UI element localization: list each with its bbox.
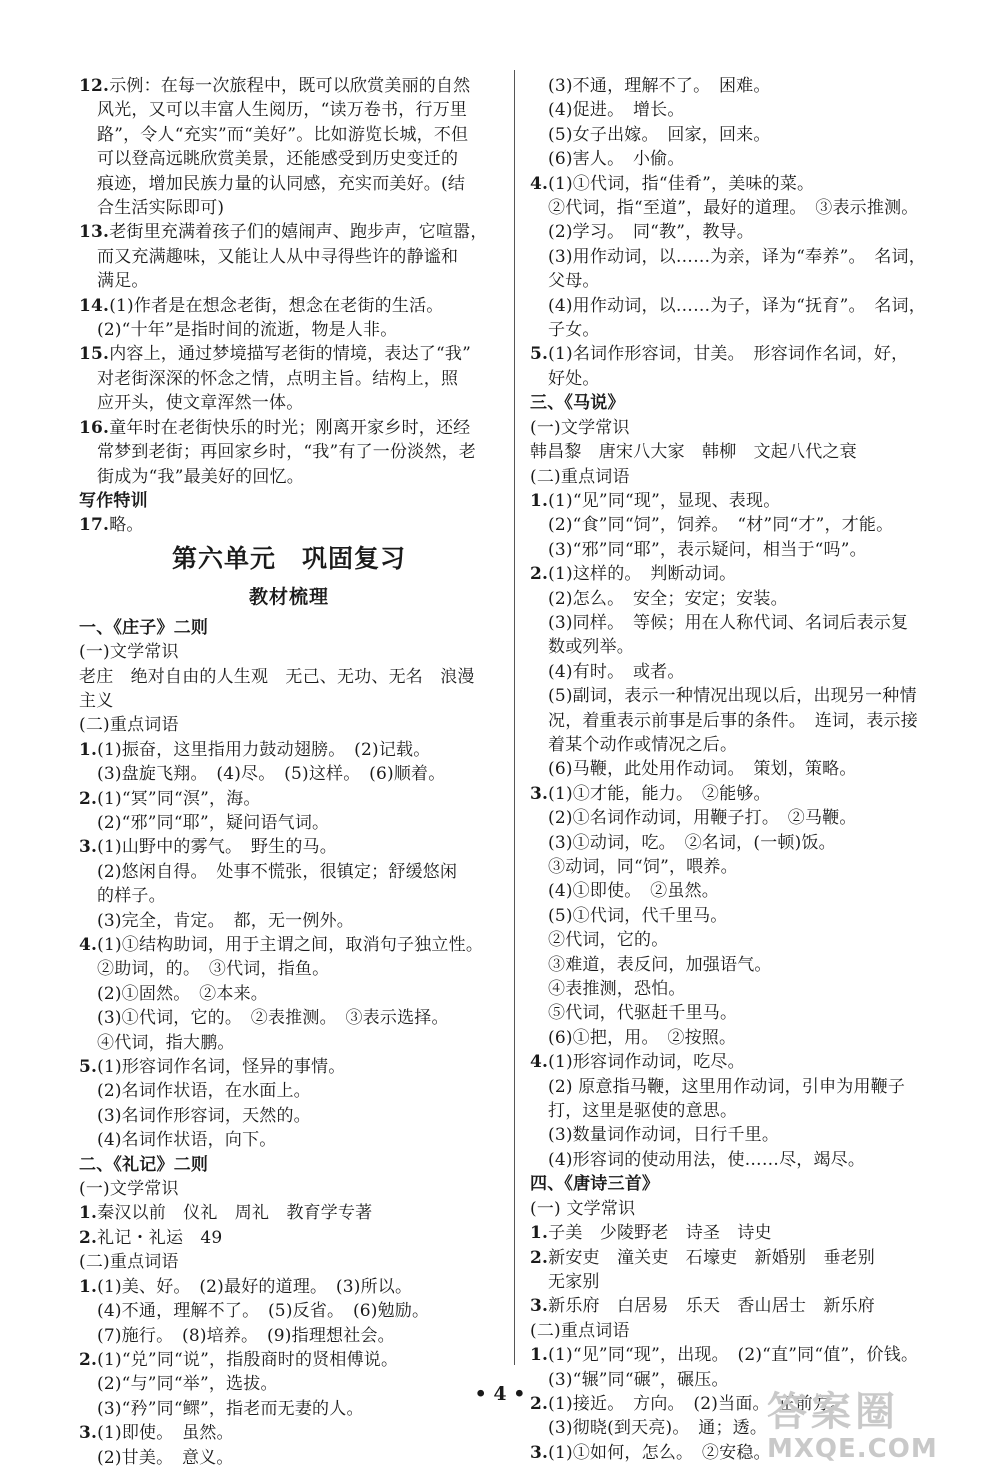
section-heading: 一、《庄子》二则: [79, 617, 209, 638]
answer-line: [79, 220, 499, 244]
watermark-text: 答案圈: [767, 1389, 899, 1435]
item-number: 16.: [79, 417, 110, 438]
section-title: 教材梳理: [248, 585, 329, 608]
answer-text: 内容上，通过梦境描写老街的情境，表达了“我”: [109, 344, 471, 365]
answer-line: 主义: [79, 690, 114, 711]
answer-line: (2)名词作状语，在水面上。: [97, 1081, 311, 1102]
answer-line: 风光，又可以丰富人生阅历，“读万卷书，行万里: [97, 100, 468, 121]
column-divider: [514, 70, 515, 1365]
answer-text: (1)①代词，指“佳肴”，美味的菜。: [548, 173, 815, 194]
answer-text: 新乐府 白居易 乐天 香山居士 新乐府: [548, 1296, 875, 1317]
answer-text: 老街里充满着孩子们的嬉闹声、跑步声，它喧嚣，: [109, 222, 488, 243]
answer-text: 新安吏 潼关吏 石壕吏 新婚别 垂老别: [548, 1247, 875, 1268]
item-number: 5.: [530, 344, 549, 365]
answer-line: ③难道，表反问，加强语气。: [548, 954, 772, 975]
answer-line: [79, 1226, 499, 1250]
answer-line: (2)学习。 同“教”，教导。: [548, 222, 754, 243]
answer-line: (2)甘美。 意义。: [97, 1447, 234, 1468]
answer-line: 而又充满趣味，又能让人从中寻得些许的静谧和: [97, 246, 459, 267]
answer-line: (2)“邪”同“耶”，疑问语气词。: [97, 812, 330, 833]
answer-line: (6)①把，用。 ②按照。: [548, 1027, 737, 1048]
answer-line: [79, 1421, 499, 1445]
answer-text: (1)接近。 方向。 (2)当面。 正前方。: [548, 1393, 848, 1414]
answer-text: (1)①才能，能力。 ②能够。: [548, 783, 771, 804]
answer-text: (1)山野中的雾气。 野生的马。: [97, 837, 337, 858]
answer-line: (4)有时。 或者。: [548, 661, 685, 682]
answer-line: (3)彻晓(到天亮)。 通；透。: [548, 1418, 768, 1439]
answer-text: (1)美、好。 (2)最好的道理。 (3)所以。: [97, 1276, 413, 1297]
item-number: 14.: [79, 295, 110, 316]
answer-line: (3)“邪”同“耶”，表示疑问，相当于“吗”。: [548, 539, 867, 560]
answer-line: [79, 835, 499, 859]
answer-line: (3)用作动词，以……为亲，译为“奉养”。 名词，: [548, 246, 926, 267]
answer-line: (4)不通，理解不了。 (5)反省。 (6)勉励。: [97, 1301, 430, 1322]
answer-line: (7)施行。 (8)培养。 (9)指理想社会。: [97, 1325, 395, 1346]
answer-text: 子美 少陵野老 诗圣 诗史: [548, 1223, 772, 1244]
answer-line: [530, 1294, 970, 1318]
item-number: 2.: [530, 1393, 549, 1414]
answer-line: [530, 562, 970, 586]
answer-line: [79, 1275, 499, 1299]
answer-line: (6)马鞭，此处用作动词。 策划，策略。: [548, 759, 857, 780]
section-heading: 写作特训: [79, 490, 148, 511]
answer-line: (4)形容词的使动用法，使……尽，竭尽。: [548, 1149, 866, 1170]
answer-line: (4)用作动词，以……为子，译为“抚育”。 名词，: [548, 295, 926, 316]
item-number: 5.: [79, 1057, 98, 1078]
item-number: 2.: [79, 1349, 98, 1370]
answer-line: (一) 文学常识: [530, 1198, 636, 1219]
item-number: 15.: [79, 344, 110, 365]
answer-line: (二)重点词语: [79, 715, 179, 736]
answer-line: [530, 1221, 970, 1245]
answer-line: (2)怎么。 安全；安定；安装。: [548, 588, 788, 609]
answer-text: (1)振奋，这里指用力鼓动翅膀。 (2)记载。: [97, 739, 431, 760]
answer-text: (1)即使。 虽然。: [97, 1423, 234, 1444]
answer-line: (2)“食”同“饲”，饲养。 “材”同“才”，才能。: [548, 515, 894, 536]
watermark-url: MXQE.COM: [767, 1434, 938, 1464]
item-number: 3.: [530, 1296, 549, 1317]
answer-line: [530, 1246, 970, 1270]
answer-line: (3)①动词，吃。 ②名词，(一顿)饭。: [548, 832, 836, 853]
answer-line: (2)“与”同“举”，选拔。: [97, 1374, 278, 1395]
page-number: • 4 •: [474, 1383, 526, 1405]
item-number: 4.: [530, 173, 549, 194]
answer-line: 好处。: [548, 368, 600, 389]
left-column: [79, 74, 499, 1470]
answer-text: (1)这样的。 判断动词。: [548, 564, 737, 585]
answer-line: ③动词，同“饲”，喂养。: [548, 857, 738, 877]
answer-text: 童年时在老街快乐的时光；刚离开家乡时，还经: [109, 417, 471, 438]
unit-title: 第六单元 巩固复习: [171, 543, 406, 573]
answer-line: 老庄 绝对自由的人生观 无己、无功、无名 浪漫: [79, 666, 475, 687]
answer-line: (3)数量词作动词，日行千里。: [548, 1125, 780, 1146]
answer-line: (二)重点词语: [79, 1252, 179, 1273]
item-number: 2.: [79, 788, 98, 809]
answer-line: 满足。: [97, 271, 149, 292]
answer-line: [79, 342, 499, 366]
answer-line: (4)①即使。 ②虽然。: [548, 881, 719, 902]
item-number: 2.: [79, 1227, 98, 1248]
answer-line: 父母。: [548, 271, 600, 292]
item-number: 13.: [79, 222, 110, 243]
answer-line: ②助词，的。 ③代词，指鱼。: [97, 959, 330, 980]
answer-line: (一)文学常识: [79, 642, 179, 663]
item-number: 1.: [530, 490, 549, 511]
answer-line: 况，着重表示前事是后事的条件。 连词，表示接: [548, 710, 918, 731]
answer-line: ④表推测，恐怕。: [548, 979, 686, 1000]
item-number: 2.: [530, 564, 549, 585]
item-number: 2.: [530, 1247, 549, 1268]
answer-line: ④代词，指大鹏。: [97, 1032, 235, 1053]
answer-line: (2)悠闲自得。 处事不慌张，很镇定；舒缓悠闲: [97, 861, 458, 882]
answer-line: (3)“矜”同“鳏”，指老而无妻的人。: [97, 1398, 364, 1419]
answer-text: (1)①如何，怎么。 ②安稳。: [548, 1442, 771, 1463]
item-number: 1.: [79, 1203, 98, 1224]
answer-line: (二)重点词语: [530, 466, 630, 487]
answer-line: ②代词，指“至道”，最好的道理。 ③表示推测。: [548, 198, 919, 219]
answer-line: [530, 782, 970, 806]
item-number: 4.: [79, 935, 98, 955]
answer-line: 韩昌黎 唐宋八大家 韩柳 文起八代之衰: [530, 442, 857, 463]
answer-line: [79, 738, 499, 762]
item-number: 1.: [530, 1345, 549, 1366]
left-bottom-answers: [79, 616, 499, 1470]
answer-line: [79, 1201, 499, 1225]
answer-text: 示例：在每一次旅程中，既可以欣赏美丽的自然: [109, 76, 471, 96]
answer-line: ⑤代词，代驱赶千里马。: [548, 1003, 738, 1024]
answer-line: 常梦到老街；再回家乡时，“我”有了一份淡然，老: [97, 442, 476, 463]
answer-text: 秦汉以前 仪礼 周礼 教育学专著: [97, 1203, 373, 1224]
answer-line: 打，这里是驱使的意思。: [548, 1101, 738, 1122]
section-heading: 四、《唐诗三首》: [530, 1174, 660, 1195]
answer-line: [79, 513, 499, 537]
item-number: 1.: [530, 1223, 549, 1244]
answer-line: 街成为“我”最美好的回忆。: [97, 466, 304, 487]
answer-text: 礼记・礼运 49: [97, 1227, 223, 1248]
item-number: 3.: [79, 837, 98, 858]
answer-line: (4)名词作状语，向下。: [97, 1130, 277, 1151]
answer-line: 着某个动作或情况之后。: [548, 734, 738, 755]
answer-line: (一)文学常识: [530, 417, 630, 438]
item-number: 1.: [79, 1276, 98, 1297]
answer-line: (5)女子出嫁。 回家，回来。: [548, 124, 771, 145]
answer-text: (1)“见”同“现”，出现。 (2)“直”同“值”，价钱。: [548, 1345, 919, 1366]
item-number: 1.: [79, 739, 98, 760]
watermark-logo: [767, 1390, 982, 1470]
answer-line: [530, 489, 970, 513]
answer-line: [530, 1050, 970, 1074]
left-top-answers: [79, 74, 499, 538]
answer-text: (1)“见”同“现”，显现、表现。: [548, 490, 781, 511]
answer-line: (6)害人。 小偷。: [548, 149, 685, 170]
answer-line: 合生活实际即可): [97, 198, 225, 219]
answer-line: 可以登高远眺欣赏美景，还能感受到历史变迁的: [97, 149, 459, 170]
answer-line: [79, 1348, 499, 1372]
answer-line: [79, 1055, 499, 1079]
answer-line: (2) 原意指马鞭，这里用作动词，引申为用鞭子: [548, 1076, 906, 1097]
answer-line: (3)名词作形容词，天然的。: [97, 1105, 311, 1126]
answer-line: (2)①固然。 ②本来。: [97, 983, 268, 1004]
answer-line: (3)①代词，它的。 ②表推测。 ③表示选择。: [97, 1008, 449, 1029]
answer-line: [530, 1343, 970, 1367]
answer-line: (一)文学常识: [79, 1179, 179, 1200]
answer-text: (1)①结构助词，用于主谓之间，取消句子独立性。: [97, 935, 484, 955]
answer-line: (3)同样。 等候；用在人称代词、名词后表示复: [548, 612, 909, 633]
answer-line: 应开头，使文章浑然一体。: [97, 393, 304, 414]
item-number: 3.: [530, 1442, 549, 1463]
answer-line: 子女。: [548, 320, 600, 341]
answer-text: (1)“冥”同“溟”，海。: [97, 788, 261, 809]
answer-line: 痕迹，增加民族力量的认同感，充实而美好。(结: [97, 173, 466, 194]
answer-line: (3)盘旋飞翔。 (4)尽。 (5)这样。 (6)顺着。: [97, 764, 446, 785]
answer-text: (1)形容词作名词，怪异的事情。: [97, 1057, 346, 1078]
section-heading: 三、《马说》: [530, 393, 625, 414]
answer-line: (4)促进。 增长。: [548, 100, 685, 121]
answer-line: 对老街深深的怀念之情，点明主旨。结构上，照: [97, 368, 459, 389]
answer-line: 数或列举。: [548, 637, 634, 658]
item-number: 17.: [79, 515, 110, 536]
item-number: 4.: [530, 1052, 549, 1073]
answer-line: (3)不通，理解不了。 困难。: [548, 76, 771, 96]
answer-line: [79, 933, 499, 957]
answer-text: 略。: [109, 515, 144, 536]
answer-line: (2)①名词作动词，用鞭子打。 ②马鞭。: [548, 808, 857, 829]
answer-line: [79, 416, 499, 440]
answer-line: (3)完全，肯定。 都，无一例外。: [97, 910, 354, 931]
answer-line: (5)副词，表示一种情况出现以后，出现另一种情: [548, 686, 917, 707]
answer-text: (1)作者是在想念老街，想念在老街的生活。: [109, 295, 444, 316]
answer-text: (1)名词作形容词，甘美。 形容词作名词，好，: [548, 344, 909, 365]
item-number: 3.: [530, 783, 549, 804]
item-number: 3.: [79, 1423, 98, 1444]
answer-line: (5)①代词，代千里马。: [548, 905, 728, 926]
answer-line: (2)“十年”是指时间的流逝，物是人非。: [97, 320, 398, 341]
section-heading: 二、《礼记》二则: [79, 1154, 209, 1175]
answer-line: 路”，令人“充实”而“美好”。比如游览长城，不但: [97, 124, 469, 145]
answer-line: [79, 787, 499, 811]
answer-line: [530, 342, 970, 366]
answer-line: ②代词，它的。: [548, 930, 669, 951]
item-number: 12.: [79, 76, 110, 96]
answer-line: (二)重点词语: [530, 1320, 630, 1341]
right-column: [530, 74, 970, 1465]
answer-line: 的样子。: [97, 886, 166, 907]
answer-text: (1)“兑”同“说”，指殷商时的贤相傅说。: [97, 1349, 399, 1370]
answer-line: [79, 294, 499, 318]
answer-line: [530, 172, 970, 196]
answer-text: (1)形容词作动词，吃尽。: [548, 1052, 745, 1073]
answer-line: [79, 74, 499, 98]
answer-line: (3)“辗”同“碾”，碾压。: [548, 1369, 729, 1390]
answer-line: 无家别: [548, 1271, 600, 1292]
